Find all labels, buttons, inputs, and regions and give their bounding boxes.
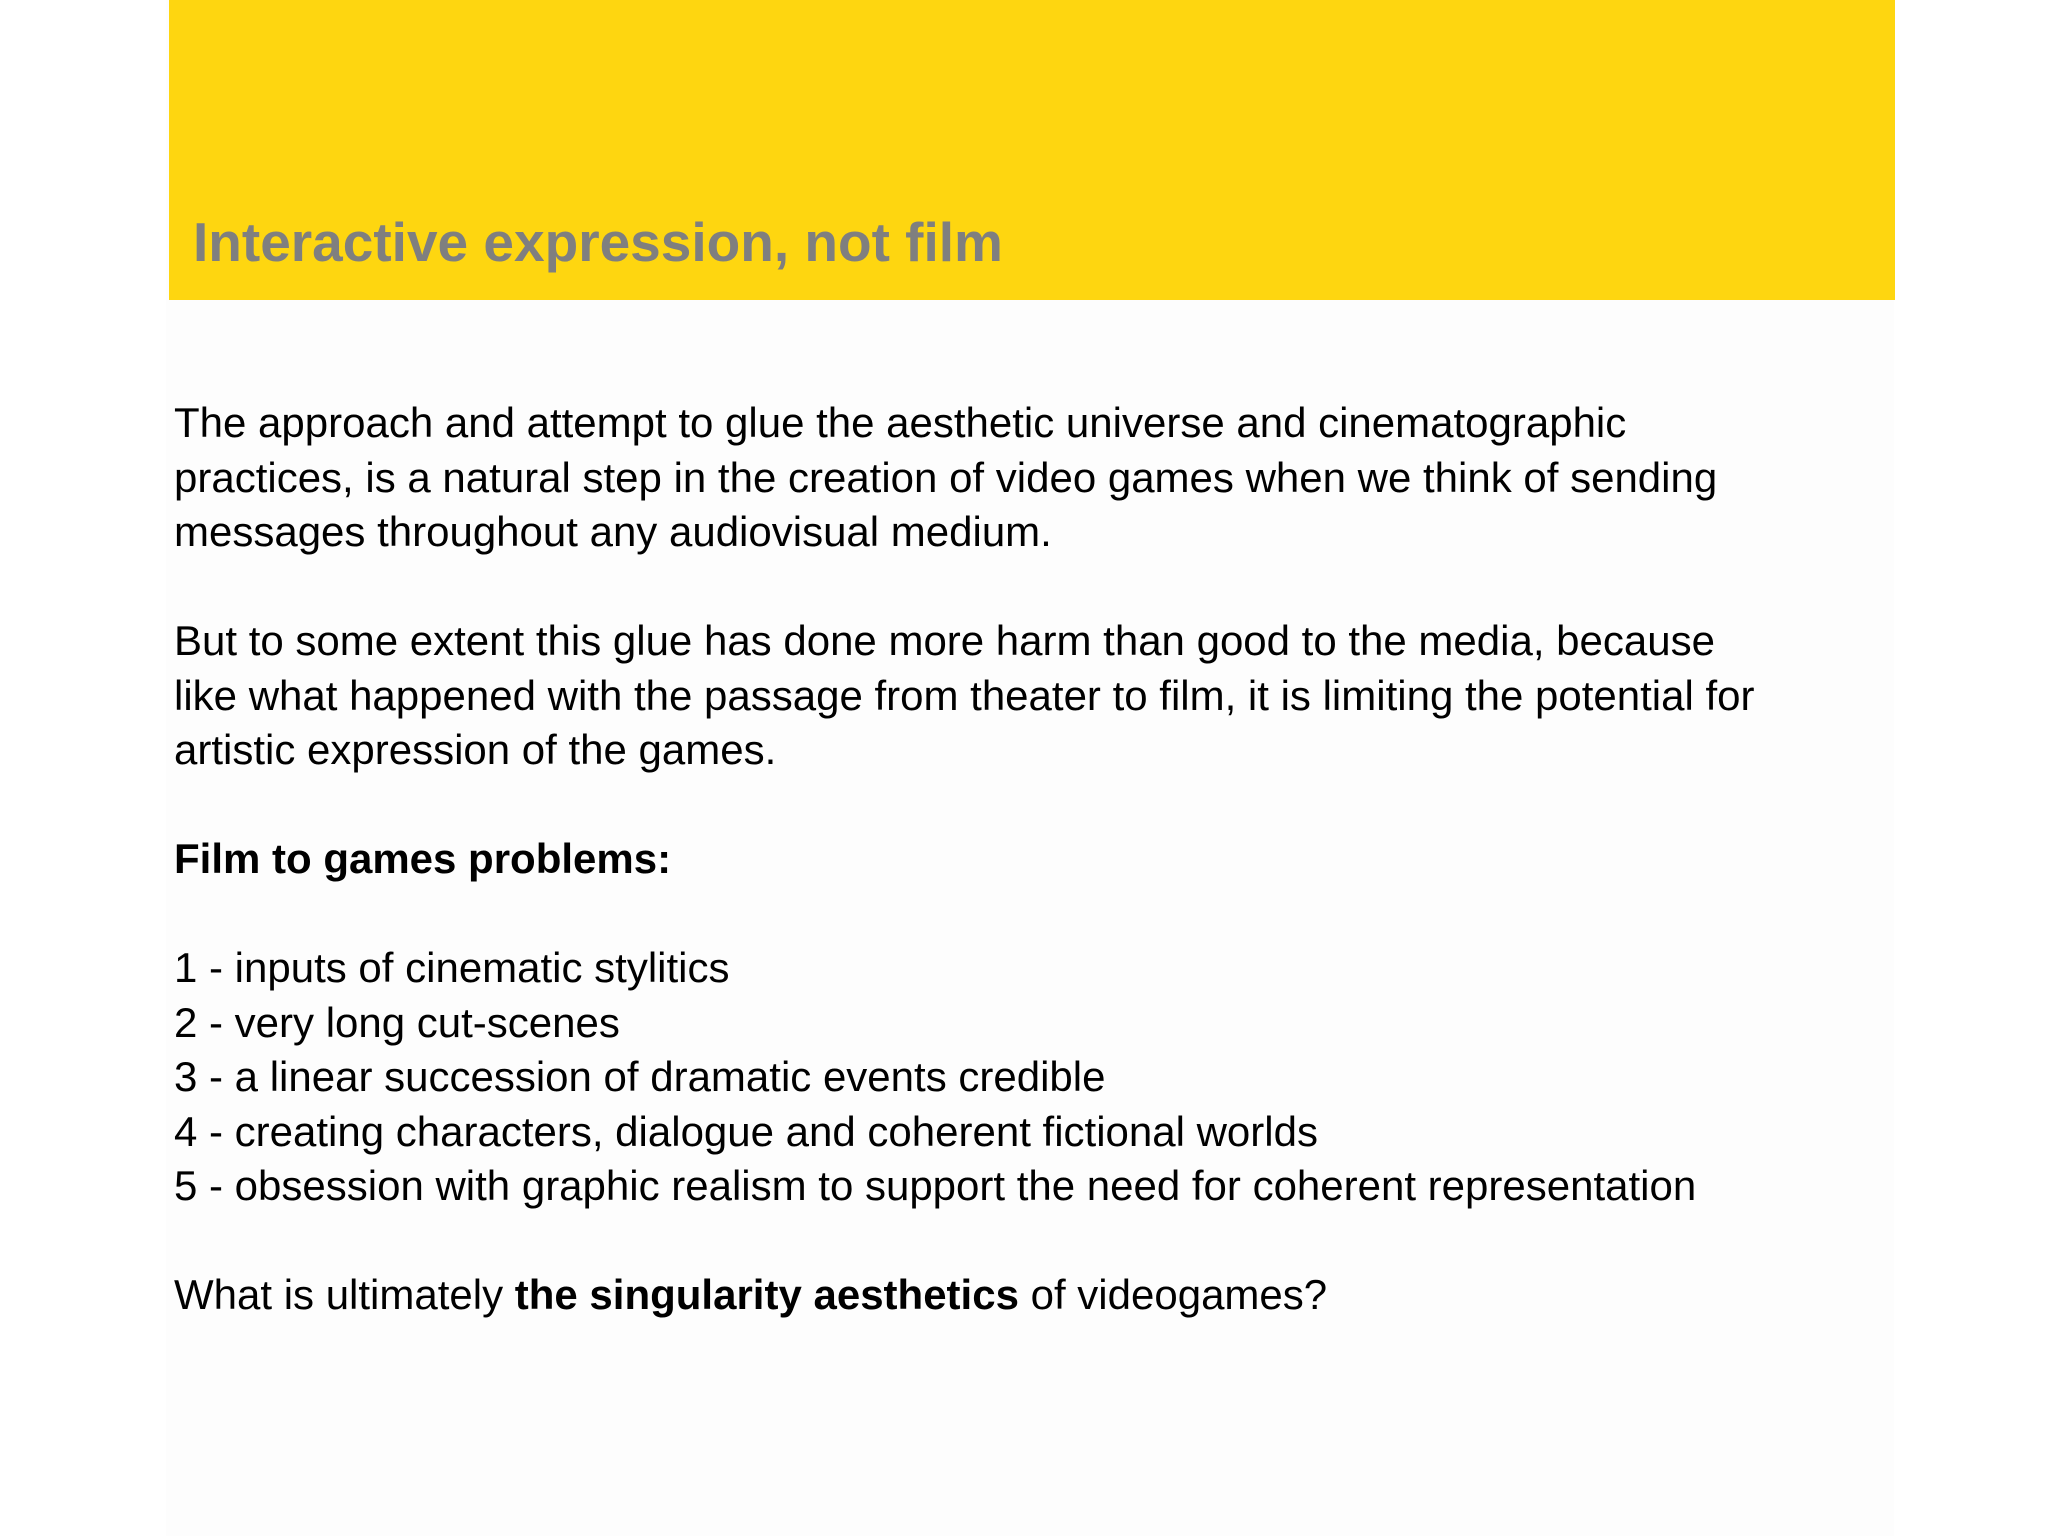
question-prefix: What is ultimately [174,1271,515,1318]
problems-list [174,941,1894,1214]
slide-title: Interactive expression, not film [193,211,1003,273]
paragraph-line: messages throughout any audiovisual medium. [174,508,1052,555]
problem-item: 2 - very long cut-scenes [174,998,620,1046]
paragraph-line: But to some extent this glue has done more harm than good to the media, because [174,617,1715,664]
paragraph-critique [174,614,1894,778]
problem-item: 4 - creating characters, dialogue and coherent fictional worlds [174,1107,1318,1155]
question-emphasis: the singularity aesthetics [514,1271,1019,1318]
question-suffix: of videogames? [1018,1271,1328,1318]
problem-item: 3 - a linear succession of dramatic events credible [174,1053,1106,1100]
paragraph-line: artistic expression of the games. [174,726,777,773]
paragraph-line: like what happened with the passage from theater to film, it is limiting the potential for [174,671,1755,719]
paragraph-line: The approach and attempt to glue the aesthetic universe and cinematographic [174,399,1627,446]
header-band [169,0,1895,300]
paragraph-line: practices, is a natural step in the creation of video games when we think of sending [174,453,1718,501]
problem-item: 5 - obsession with graphic realism to support the need for coherent representation [174,1162,1697,1209]
slide-body [174,396,1894,1323]
slide [166,0,1894,1536]
problems-heading: Film to games problems: [174,835,672,882]
closing-question [174,1268,1894,1323]
paragraph-intro [174,396,1894,560]
problem-item: 1 - inputs of cinematic stylitics [174,944,730,991]
